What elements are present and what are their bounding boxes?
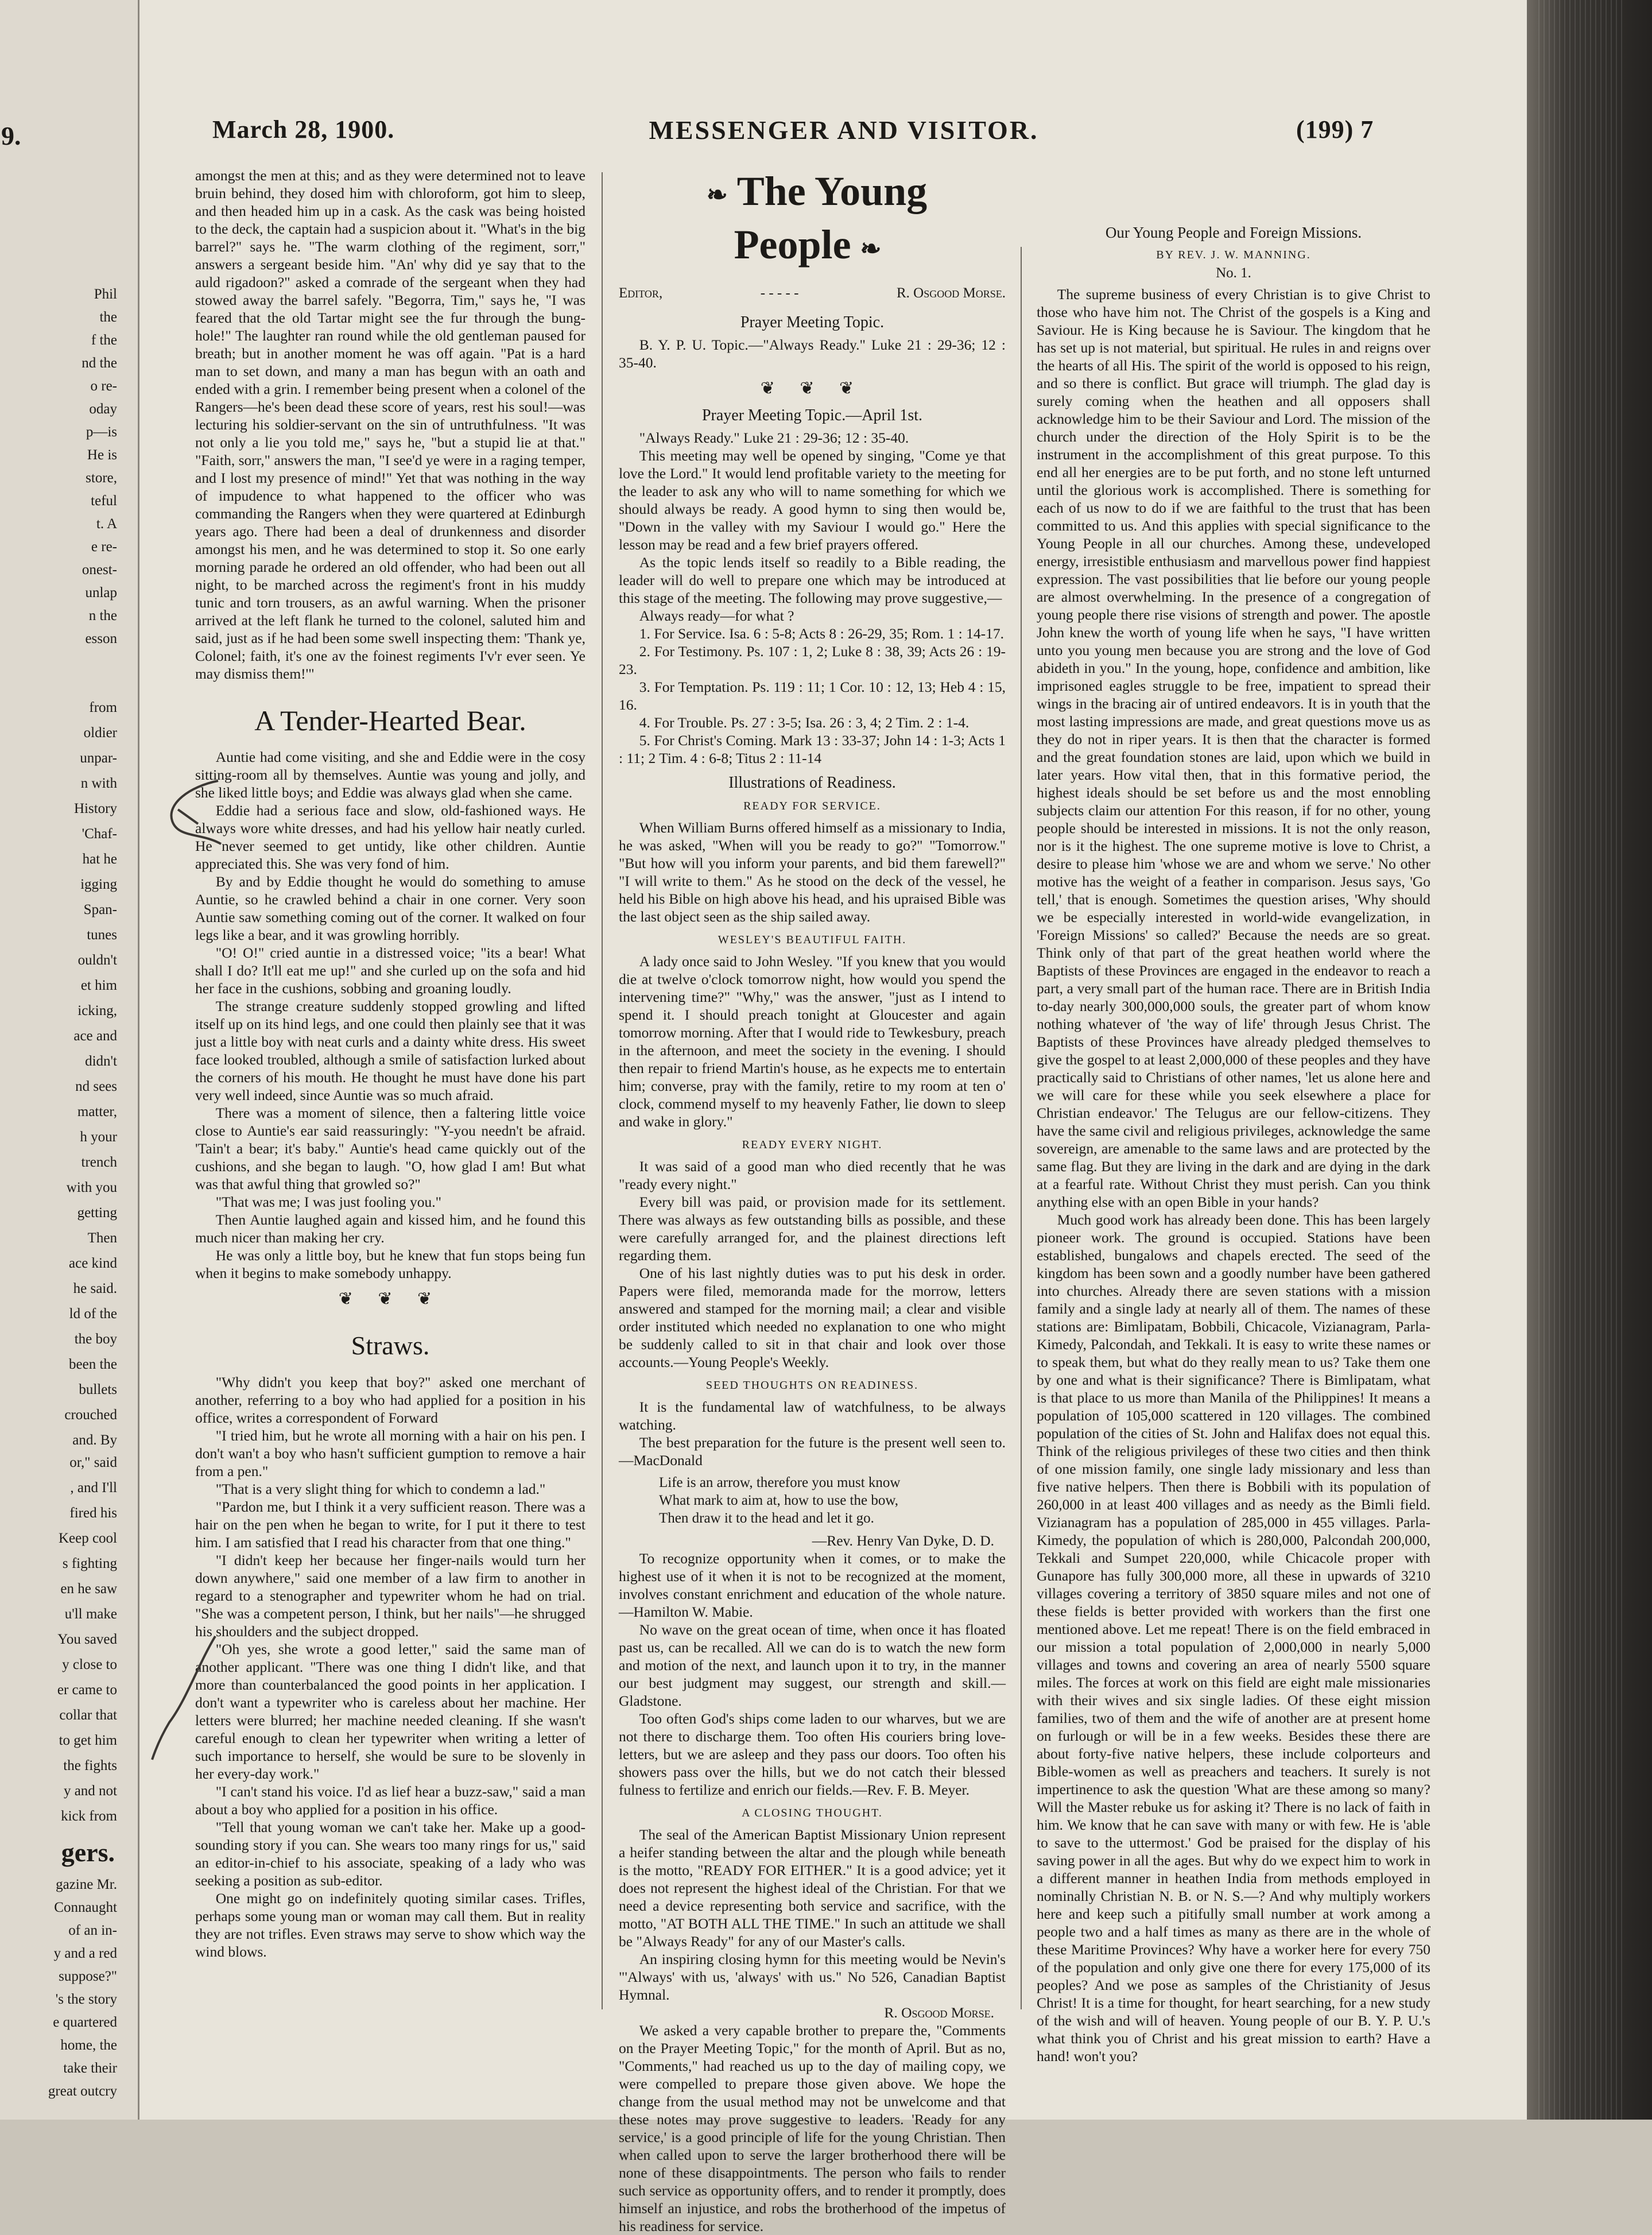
paragraph: "Oh yes, she wrote a good letter," said the same man of another applicant. "There was one thing I didn't like, and that more than counterbalanced the good points in her application. I don't want a typewriter who is careless about her machine. Her letters were blurred; her machine needed cleaning. If she wasn't careful enough to clean her typewriter when writing a letter of such importance to herself, she would be sure to be slovenly in her every-day work." [195,1641,585,1782]
paragraph: "That is a very slight thing for which to condemn a lad." [215,1481,546,1497]
paragraph: It is the fundamental law of watchfulness, to be always watching. [619,1398,1006,1433]
closing-heading: A CLOSING THOUGHT. [742,1806,883,1819]
wesley-heading: WESLEY'S BEAUTIFUL FAITH. [718,933,907,946]
sliver-text-fragment: icking, [77,1003,117,1018]
sliver-text-fragment: ace and [73,1028,117,1044]
masthead-title: MESSENGER AND VISITOR. [649,115,1039,145]
page-number: (199) 7 [1296,115,1374,144]
sliver-text-fragment: and. By [72,1432,117,1448]
column-1 [195,166,585,2015]
editor-note: We asked a very capable brother to prepare the, "Comments on the Prayer Meeting Topic," for the month of April. But as no, "Comments," had reached us up to the day of mailing copy, we were compelled to prepare those given above. We hope the change from the usual method may not be unwelcome and that these notes may prove suggestive to leaders. 'Ready for any service,' is a good principle of life for the young Christian. Then when called upon to serve the larger brotherhood there will be none of these disappointments. The person who fails to render such service as opportunity offers, and to render it promptly, does himself an injustice, and robs the brotherhood of the impetus of his readiness for service. [619,2021,1006,2234]
paragraph: One might go on indefinitely quoting similar cases. Trifles, perhaps some young man or woman may call them. But in reality they are not trifles. Even straws may serve to show which way the wind blows. [195,1890,585,1960]
sliver-text-fragment: u'll make [64,1606,117,1622]
sliver-text-fragment: s fighting [62,1556,117,1571]
night-text [619,1157,1006,1371]
sliver-text-fragment: fired his [69,1505,117,1521]
april-topic [619,429,1006,767]
continued-story: amongst the men at this; and as they were determined not to leave bruin behind, they dosed him with chloroform, got him to sleep, and then headed him up in a cask. As the cask was being hoisted to the deck, the captain had a suspicion about it. "What's in the big barrel?" says he. "The warm clothing of the regiment, sorr," answers a sergeant beside him. "An' why did ye say that to the auld rigadoon?" asked a comrade of the sergeant when they had stowed away the barrel safely. "Begorra, Tim," says he, "I was feared that the old Tartar might see the fur through the bung-hole!" The laughter ran round while the old gentleman paused for breath; but in another moment he was off again. "Pat is a hard man to set down, and many a man has begun with an oath and ended with a grin. I remember being present when a colonel of the Rangers—he's been dead these score of years, rest his soul!—was lecturing his soldier-servant on the sin of untruthfulness. "It was not only a lie you told me," says he, "but a stupid lie at that." "Faith, sorr," answers the man, "I see'd ye were in a raging temper, and I lost my presence of mind!" Yet that was nothing in the way of impudence to what happened to the officer who was commanding the Rangers when they were quartered at Edinburgh years ago. There had been a deal of drunkenness and disorder amongst his men, and he was determined to stop it. So one early morning parade he ordered an old offender, who had been out all night, to be marched across the regiment's front in his muddy tunic and torn trousers, as an awful warning. When the prisoner arrived at the left flank he turned to the colonel, saluted him and said, just as if he had been some swell inspecting them: 'Thank ye, Colonel; faith, it's one av the foinest regiments I'v'r ever seen. Ye may dismiss them!'" [195,167,585,682]
pencil-mark-icon [146,1630,221,1763]
paragraph: Too often God's ships come laden to our wharves, but we are not there to discharge them. Too often His couriers bring love-letters, but we are asleep and they pass our doors. Too often his showers pass over the hills, but we do not catch their blessed fulness to fertilize and enrich our fields.—Rev. F. B. Meyer. [619,1710,1006,1798]
poem-line: Then draw it to the head and let it go. [659,1510,874,1526]
story-bear [195,748,585,1282]
sliver-text-fragment: n with [80,776,117,791]
sliver-text-fragment: oday [89,401,117,417]
sliver-text-fragment: Keep cool [58,1531,117,1546]
sliver-text-fragment: tunes [87,927,117,943]
editor-name: R. Osgood Morse. [897,285,1006,301]
missions-number: No. 1. [1216,265,1251,281]
sliver-text-fragment: home, the [60,2038,117,2053]
sliver-text-fragment: trench [81,1155,117,1170]
column-3 [1037,166,1430,2064]
wesley-text: A lady once said to John Wesley. "If you knew that you would die at twelve o'clock tomorrow night, how would you spend the intervening time?" "Why," was the answer, "just as I intend to spend it. I should preach tonight at Gloucester and again tomorrow morning. After that I would ride to Tewkesbury, preach in the afternoon, and meet the society in the evening. I should then repair to friend Martin's house, as he expects me to entertain him; converse, pray with the family, retire to my room at ten o' clock, commend myself to my heavenly Father, lie down to sleep and wake in glory." [619,952,1006,1130]
sliver-text-fragment: store, [86,470,117,486]
sliver-text-fragment: with you [66,1180,117,1195]
sliver-text-fragment: h your [80,1129,117,1145]
paragraph: Then Auntie laughed again and kissed him, and he found this much nicer than making her cry. [195,1211,585,1246]
poem-line: Life is an arrow, therefore you must know [659,1474,901,1490]
sliver-text-fragment: matter, [77,1104,117,1120]
sliver-text-fragment: great outcry [48,2083,117,2099]
column-2 [619,166,1006,2234]
sliver-text-fragment: oldier [83,725,117,741]
sliver-text-fragment: 'Chaf- [82,826,117,842]
story-straws [195,1373,585,1961]
paragraph: "I tried him, but he wrote all morning with a hair on his pen. I don't wan't a boy who hasn't sufficient gumption to remove a hair from a pen." [195,1427,585,1479]
paragraph: 2. For Testimony. Ps. 107 : 1, 2; Luke 8 : 38, 39; Acts 26 : 19-23. [619,642,1006,677]
department-title-text: The Young People [734,168,928,268]
sliver-text-fragment: or," said [69,1455,117,1470]
previous-page-edge [0,0,139,2120]
editor-label: Editor, [619,285,663,301]
sliver-text-fragment: en he saw [60,1581,117,1597]
sliver-text-fragment: nd the [82,355,117,371]
paragraph: "Always Ready." Luke 21 : 29-36; 12 : 35-40. [639,429,909,446]
sliver-text-fragment: esson [85,631,117,646]
sliver-text-fragment: collar that [59,1707,117,1723]
sliver-text-fragment: Phil [94,286,117,302]
story-title-straws: Straws. [351,1331,430,1360]
paragraph: He was only a little boy, but he knew that fun stops being fun when it begins to make somebody unhappy. [195,1247,585,1281]
sliver-text-fragment: crouched [64,1407,117,1423]
sliver-text-fragment: take their [63,2060,117,2076]
paragraph: Every bill was paid, or provision made for its settlement. There was always as few outstanding bills as possible, and these were carefully arranged for, and the plainest directions left regarding them. [619,1193,1006,1264]
paragraph: 5. For Christ's Coming. Mark 13 : 33-37; John 14 : 1-3; Acts 1 : 11; 2 Tim. 4 : 6-8; Titus 2 : 11-14 [619,731,1006,766]
sliver-text-fragment: et him [80,978,117,993]
sliver-text-fragment: p—is [86,424,117,440]
paragraph: There was a moment of silence, then a faltering little voice close to Auntie's ear said reassuringly: "Y-you needn't be afraid. 'Tain't a bear; it's baby." Auntie's head came quickly out of the cushions, and she began to laugh. "O, how glad I am! But what was that awful thing that growled so?" [195,1105,585,1192]
paragraph: "O! O!" cried auntie in a distressed voice; "its a bear! What shall I do? It'll eat me up!" and she curled up on the sofa and hid her face in the cushions, sobbing and groaning loudly. [195,944,585,997]
hymn-text: An inspiring closing hymn for this meeting would be Nevin's "'Always' with us, 'always' with us." No 526, Canadian Baptist Hymnal. [619,1950,1006,2003]
column-rule [602,172,603,2009]
hymn-signature: R. Osgood Morse. [884,2004,994,2021]
sliver-text-fragment: e re- [91,539,117,555]
department-title [619,166,1006,274]
paragraph: It was said of a good man who died recently that he was "ready every night." [619,1157,1006,1192]
sliver-text-fragment: been the [69,1357,117,1372]
sliver-text-fragment: kick from [61,1808,117,1824]
sliver-text-fragment: Span- [83,902,117,917]
topic-heading: Prayer Meeting Topic. [740,313,885,331]
paragraph: No wave on the great ocean of time, when once it has floated past us, can be recalled. All we can do is to watch the new form and motion of the next, and launch upon it to try, in the manner our best judgment may suggest, our strength and skill.—Gladstone. [619,1621,1006,1709]
column-rule [1021,247,1022,2009]
sliver-text-fragment: nd sees [75,1079,117,1094]
paragraph: The supreme business of every Christian is to give Christ to those who have him not. The Christ of the gospels is a King and Saviour. He is King because he is Saviour. The kingdom that he has set up is not material, but spiritual. He rules in and reigns over the hearts of all His. The spirit of the world is opposed to his reign, and so there is conflict. But grace will triumph. The glad day is surely coming when the heathen and all opposers shall acknowledge him to be their Saviour and Lord. The mission of the church under the direction of the Holy Spirit is to be the instrument in the accomplishment of this great purpose. To this end all her energies are to be put forth, and no stone left unturned until the glorious work is accomplished. There is something for each of us now to do if we are faithful to the trust that has been committed to us. And this applies with special significance to the Young People in all our churches. Among these, undeveloped energy, irresistible enthusiasm and marvellous power find happiest expression. The vast possibilities that lie before our young people are almost overwhelming. In the presence of a congregation of young people there rise visions of strength and power. The apostle John knew the worth of young life when he says, "I have written unto you young men because you are strong and the love of God abideth in you." In the young, hope, confidence and ambition, like imprisoned eagles struggle to be free, impatient to spread their wings in the bracing air of untired endeavors. It is in youth that the most lasting impressions are made, and great questions move us as they do not in riper years. It is then that the character is formed and the great foundation stones are laid, upon which we build in later years. How vital then, that in this formative period, the highest ideals should be set before us and the most ennobling subjects claim our attention For this reason, if for no other, young people should be interested in missions. It is not the only reason, nor is it the highest. The one supreme motive is love to Christ, a desire to please him 'whose we are and whom we serve.' No other motive has the weight of a feather in comparison. Jesus says, 'Go tell,' that is enough. Sometimes the question arises, 'Why should we be especially interested in world-wide evangelization, in 'Foreign Missions' so called?' Because the needs are so great. Think only of that part of the great heathen world where the Baptists of these Provinces are engaged in the endeavor to reach a part, a very small part of the human race. There are in British India to-day nearly 300,000,000 souls, the greater part of whom know nothing whatever of 'the way of life' through Jesus Christ. The Baptists of these Provinces have already pledged themselves to give the gospel to at least 2,000,000 of these peoples and they have practically said to Christians of other names, 'let us alone here and we will care for these while you seek elsewhere a place for Christian endeavor.' The Telugus are our fellow-citizens. They have the same civil and religious privileges, acknowledge the same sovereign, are amenable to the same laws and are protected by the same flag. But they are living in the dark and are dying in the dark at a fearful rate. Without Christ they must perish. Can you think anything else with an open Bible in your hands? [1037,286,1430,1210]
sliver-text-fragment: e quartered [53,2015,117,2030]
closing-text: The seal of the American Baptist Missionary Union represent a heifer standing between the altar and the plough while beneath is the motto, "READY FOR EITHER." It is a good advice; yet it does not represent the highest ideal of the Christian. For that we need a device representing both service and sacrifice, with the motto, "AT BOTH ALL THE TIME." In such an attitude we shall be "Always Ready" for any of our Master's calls. [619,1826,1006,1950]
sliver-text-fragment: er came to [57,1682,117,1698]
sliver-text-fragment: n the [88,608,117,623]
illustrations-heading: Illustrations of Readiness. [728,773,896,792]
paragraph: "I can't stand his voice. I'd as lief hear a buzz-saw," said a man about a boy who applied for a position in his office. [195,1783,585,1818]
ornament-divider: ❦ ❦ ❦ [760,378,864,398]
sliver-text-fragment: ld of the [69,1306,117,1322]
paragraph: Eddie had a serious face and slow, old-fashioned ways. He always wore white dresses, and had his yellow hair neatly curled. He never seemed to get untidy, like other children. Auntie appreciated this. She was very fond of him. [195,802,585,872]
sliver-text-fragment: t. A [96,516,117,532]
story-title-bear: A Tender-Hearted Bear. [254,704,526,737]
issue-date: March 28, 1900. [212,115,395,144]
poem [659,1474,1006,1527]
sliver-text-fragment: the boy [74,1331,117,1347]
leaf-ornament-icon: ❧ [706,181,728,210]
missions-byline: BY REV. J. W. MANNING. [1156,249,1311,261]
sliver-text-fragment: Then [87,1230,117,1246]
poem-signature: —Rev. Henry Van Dyke, D. D. [812,1532,994,1549]
sliver-text-fragment: unpar- [80,750,117,766]
pencil-mark-icon [155,769,224,855]
sliver-text-fragment: hat he [82,851,117,867]
paragraph: The best preparation for the future is the present well seen to.—MacDonald [619,1434,1006,1469]
paragraph: Much good work has already been done. This has been largely pioneer work. The ground is occupied. Stations have been established, bungalows and chapels erected. The seed of the kingdom has been sown and a goodly number have been gathered into churches. Already there are seven stations with a mission family and a single lady at nearly all of them. The names of these stations are: Bimlipatam, Bobbili, Chicacole, Vizianagram, Parla-Kimedy, Palcondah, and Tekkali. It is easy to write these names or to speak them, but what do they really mean to us? Take them one by one and what is their significance? There is Bimlipatam, what is that place to us more than Manila of the Philippines! It means a population of 105,000 scattered in 120 villages. The combined population of the cities of St. John and Halifax does not equal this. Think of the religious privileges of these two cities and then think of one mission family, one single lady missionary and less than five native helpers. Then there is Bobbili with its population of 260,000 in at least 400 villages and as needy as the Bimli field. Vizianagram has a population of 285,000 in 455 villages. Parla-Kimedy, the population of which is 280,000, Palcondah 200,000, Tekkali and Sumpet 220,000, while Chicacole proper with Gunapore has fully 300,000 more, all these in upwards of 3210 villages covering a territory of 3850 square miles and not one of these fields is better provided with workers than the first one mentioned above. Let me repeat! There is on the field embraced in our mission a total population of 2,000,000 in nearly 5,000 villages and towns and covering an area of nearly 5500 square miles. The forces at work on this field are eight male missionaries with their wives and six single ladies. Of these eight mission families, two of them and the wife of another are at present home on furlough or will be in a few weeks. Besides these there are about forty-five native helpers, these include colporteurs and Bible-women as well as preachers and teachers. It surely is not impertinence to ask the question 'What are these among so many? Will the Master rebuke us for asking it? There is no lack of faith in him. We know that he can save with many or with few. He is 'able to save to the uttermost.' God be praised for the display of his saving power in all the ages. But why do we expect him to work in a different manner in heathen India from methods employed in nominally Christian N. B. or N. S.—? And why multiply workers here and keep such a pitifully small number at work among a people two and a half times as many as there are in the whole of these Maritime Provinces? Why have a worker here for every 750 of the population and only give one there for every 175,000 of its peoples? And we pose as samples of the Christianity of Jesus Christ! It is a time for thought, for heart searching, for a new study of the wish and will of heaven. Young people of our B. Y. P. U.'s what think you of Christ and his great mission to earth? Have a hand! won't you? [1037,1211,1430,2064]
sliver-text-fragment: History [74,801,117,816]
sliver-text-fragment: 's the story [55,1992,117,2007]
paragraph: "Why didn't you keep that boy?" asked one merchant of another, referring to a boy who had applied for a position in his office, writes a correspondent of Forward [195,1374,585,1426]
previous-page-number: 9. [1,121,21,150]
leaf-ornament-icon: ❧ [860,234,882,263]
paragraph: By and by Eddie thought he would do something to amuse Auntie, so he crawled behind a chair in one corner. Very soon Auntie saw something coming out of the corner. It walked on four legs like a bear, and it was growling horribly. [195,873,585,943]
seed-text [619,1398,1006,1469]
missions-article [1037,285,1430,2065]
book-spine-texture [1538,0,1624,2120]
sliver-text-fragment: ouldn't [77,952,117,968]
paragraph: Always ready—for what ? [639,607,794,624]
sliver-text-fragment: unlap [85,585,117,601]
paragraph: One of his last nightly duties was to put his desk in order. Papers were filed, memoranda made for the morrow, letters answered and stamped for the morning mail; a clear and visible order instituted which needed no explanation to one who might be suddenly called to sit in that chair and look over those accounts.—Young People's Weekly. [619,1264,1006,1370]
sliver-heading: gers. [61,1838,115,1867]
paragraph: To recognize opportunity when it comes, or to make the highest use of it when it is not to be recognized at the moment, involves constant enrichment and education of the whole nature.—Hamilton W. Mabie. [619,1550,1006,1620]
paragraph: "Tell that young woman we can't take her. Make up a good-sounding story if you can. She wears too many rings for us," said an editor-in-chief to his associate, speaking of a lady who was seeking a position as sub-editor. [195,1819,585,1889]
sliver-text-fragment: didn't [85,1053,117,1069]
ornament-divider: ❦ ❦ ❦ [338,1289,443,1308]
sliver-text-fragment: gazine Mr. [56,1877,117,1892]
sliver-text-fragment: bullets [79,1382,117,1397]
paragraph: "That was me; I was just fooling you." [215,1194,442,1210]
sliver-text-fragment: igging [80,877,117,892]
sliver-text-fragment: he said. [73,1281,117,1296]
sliver-text-fragment: y close to [62,1657,117,1672]
sliver-text-fragment: the [99,309,117,325]
sliver-text-fragment: getting [77,1205,117,1221]
paragraph: As the topic lends itself so readily to a Bible reading, the leader will do well to prepare one which may be introduced at this stage of the meeting. The following may prove suggestive,— [619,553,1006,606]
sliver-text-fragment: the fights [63,1758,117,1773]
paragraph: 1. For Service. Isa. 6 : 5-8; Acts 8 : 26-29, 35; Rom. 1 : 14-17. [639,625,1005,642]
paragraph: "Pardon me, but I think it a very sufficient reason. There was a hair on the pen when he began to write, for I put it there to test him. I am satisfied that I read his character from that one thing." [195,1498,585,1551]
sliver-text-fragment: suppose?" [59,1969,117,1984]
paragraph: The strange creature suddenly stopped growling and lifted itself up on its hind legs, and one could then plainly see that it was just a little boy with neat curls and a dainty white dress. His sweet face looked troubled, although a smile of satisfaction lurked about the corners of his mouth. He thought he must have done his part very well indeed, since Auntie was so much afraid. [195,998,585,1103]
sliver-text-fragment: o re- [90,378,117,394]
paragraph: "I didn't keep her because her finger-nails would turn her down anywhere," said one member of a law firm to another in regard to a stenographer and typewriter whom he had on trial. "She was a competent person, I think, but her nails"—he shrugged his shoulders and the subject dropped. [195,1552,585,1640]
sliver-text-fragment: He is [87,447,117,463]
sliver-text-fragment: You saved [57,1632,117,1647]
night-heading: READY EVERY NIGHT. [742,1138,883,1151]
editor-dashes: - - - - - [760,285,799,301]
sliver-text-fragment: , and I'll [70,1480,117,1496]
sliver-text-fragment: onest- [82,562,117,578]
paragraph: This meeting may well be opened by singing, "Come ye that love the Lord." It would lend profitable variety to the meeting for the leader to ask any who will to name something for which we should always be ready. A good hymn to sing then would be, "Down in the valley with my Saviour I would go." Here the lesson may be read and a few brief prayers offered. [619,447,1006,553]
poem-line: What mark to aim at, how to use the bow, [659,1492,899,1508]
quotations [619,1550,1006,1799]
sliver-text-fragment: ace kind [69,1256,117,1271]
seed-heading: SEED THOUGHTS ON READINESS. [705,1378,919,1392]
service-text: When William Burns offered himself as a missionary to India, he was asked, "When will you be ready to go?" "Tomorrow." "But how will you inform your parents, and bid them farewell?" "I will write to them." As he stood on the deck of the vessel, he held his Bible on high above his head, and his upraised Bible was the last object seen as the ship sailed away. [619,819,1006,925]
sliver-text-fragment: of an in- [68,1923,117,1938]
sliver-text-fragment: teful [91,493,117,509]
sliver-text-fragment: Connaught [54,1900,117,1915]
topic-text: B. Y. P. U. Topic.—"Always Ready." Luke 21 : 29-36; 12 : 35-40. [619,336,1006,371]
paragraph: 4. For Trouble. Ps. 27 : 3-5; Isa. 26 : 3, 4; 2 Tim. 2 : 1-4. [639,714,970,731]
sliver-text-fragment: from [89,700,117,715]
sliver-text-fragment: y and not [63,1783,117,1799]
april-heading: Prayer Meeting Topic.—April 1st. [701,406,922,424]
editor-line [619,284,1006,302]
sliver-text-fragment: y and a red [53,1946,117,1961]
missions-title: Our Young People and Foreign Missions. [1105,224,1362,241]
service-heading: READY FOR SERVICE. [743,799,881,812]
sliver-text-fragment: to get him [59,1733,117,1748]
sliver-text-fragment: f the [91,332,117,348]
paragraph: 3. For Temptation. Ps. 119 : 11; 1 Cor. 10 : 12, 13; Heb 4 : 15, 16. [619,678,1006,713]
paragraph: Auntie had come visiting, and she and Eddie were in the cosy sitting-room all by themselves. Auntie was young and jolly, and she liked little boys; and Eddie was always glad when she came. [195,749,585,801]
